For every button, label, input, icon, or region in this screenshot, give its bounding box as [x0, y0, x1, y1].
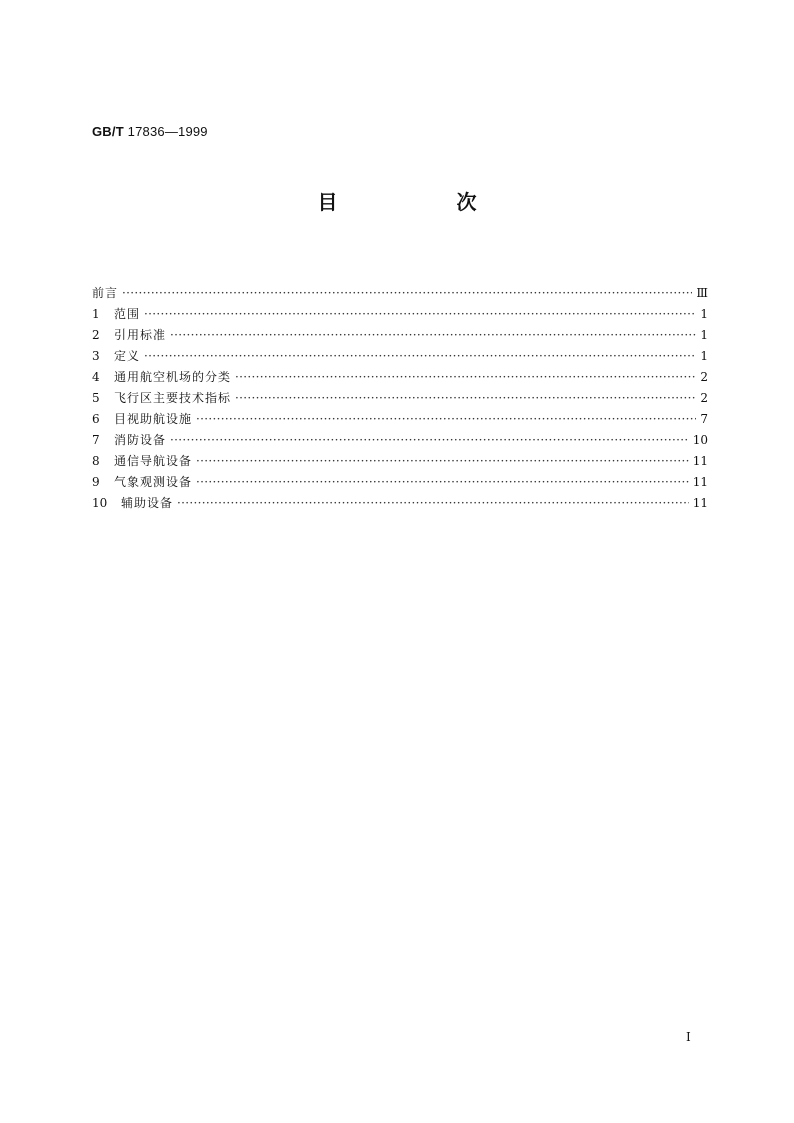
toc-page-number: 11	[692, 454, 708, 468]
standard-code	[92, 124, 208, 139]
toc-label: 前言	[92, 286, 119, 300]
toc-page-number: 2	[700, 391, 708, 405]
toc-section-number: 9	[92, 475, 100, 489]
toc-entry-10[interactable]	[92, 493, 708, 514]
toc-label: 辅助设备	[121, 496, 174, 510]
toc-leader-dots	[196, 409, 696, 430]
toc-entry-9[interactable]	[92, 472, 708, 493]
toc-page-number: 2	[700, 370, 708, 384]
toc-page-number: 1	[700, 307, 708, 321]
page-number: I	[686, 1030, 691, 1044]
toc-leader-dots	[144, 346, 696, 367]
toc-label: 定义	[114, 349, 141, 363]
toc-section-number: 3	[92, 349, 100, 363]
toc-section-number: 10	[92, 496, 108, 510]
toc-entry-7[interactable]	[92, 430, 708, 451]
toc-section-number: 8	[92, 454, 100, 468]
standard-prefix: GB/T	[92, 124, 124, 139]
toc-page-number: 11	[692, 496, 708, 510]
toc-entry-3[interactable]	[92, 346, 708, 367]
toc-section-number: 4	[92, 370, 100, 384]
table-of-contents	[92, 283, 708, 514]
toc-section-number: 2	[92, 328, 100, 342]
toc-page-number: 11	[692, 475, 708, 489]
toc-label: 飞行区主要技术指标	[114, 391, 232, 405]
toc-section-number: 7	[92, 433, 100, 447]
toc-label: 范围	[114, 307, 141, 321]
page-title: 目 次	[317, 190, 533, 214]
toc-entry-4[interactable]	[92, 367, 708, 388]
toc-leader-dots	[170, 325, 696, 346]
toc-label: 气象观测设备	[114, 475, 193, 489]
toc-leader-dots	[170, 430, 689, 451]
toc-label: 通信导航设备	[114, 454, 193, 468]
toc-entry-6[interactable]	[92, 409, 708, 430]
toc-label: 目视助航设施	[114, 412, 193, 426]
toc-entry-2[interactable]	[92, 325, 708, 346]
toc-leader-dots	[177, 493, 689, 514]
toc-section-number: 1	[92, 307, 100, 321]
toc-page-number: 1	[700, 328, 708, 342]
toc-entry-foreword[interactable]	[92, 283, 708, 304]
toc-label: 消防设备	[114, 433, 167, 447]
standard-number: 17836—1999	[127, 124, 208, 139]
toc-section-number: 5	[92, 391, 100, 405]
toc-label: 引用标准	[114, 328, 167, 342]
toc-page-number: 7	[700, 412, 708, 426]
toc-label: 通用航空机场的分类	[114, 370, 232, 384]
toc-leader-dots	[144, 304, 696, 325]
toc-leader-dots	[196, 451, 689, 472]
toc-page-number: Ⅲ	[696, 286, 708, 300]
toc-entry-1[interactable]	[92, 304, 708, 325]
toc-page-number: 1	[700, 349, 708, 363]
toc-leader-dots	[235, 388, 696, 409]
toc-section-number: 6	[92, 412, 100, 426]
toc-leader-dots	[235, 367, 696, 388]
toc-leader-dots	[196, 472, 689, 493]
toc-leader-dots	[122, 283, 692, 304]
toc-page-number: 10	[692, 433, 708, 447]
toc-entry-8[interactable]	[92, 451, 708, 472]
toc-entry-5[interactable]	[92, 388, 708, 409]
